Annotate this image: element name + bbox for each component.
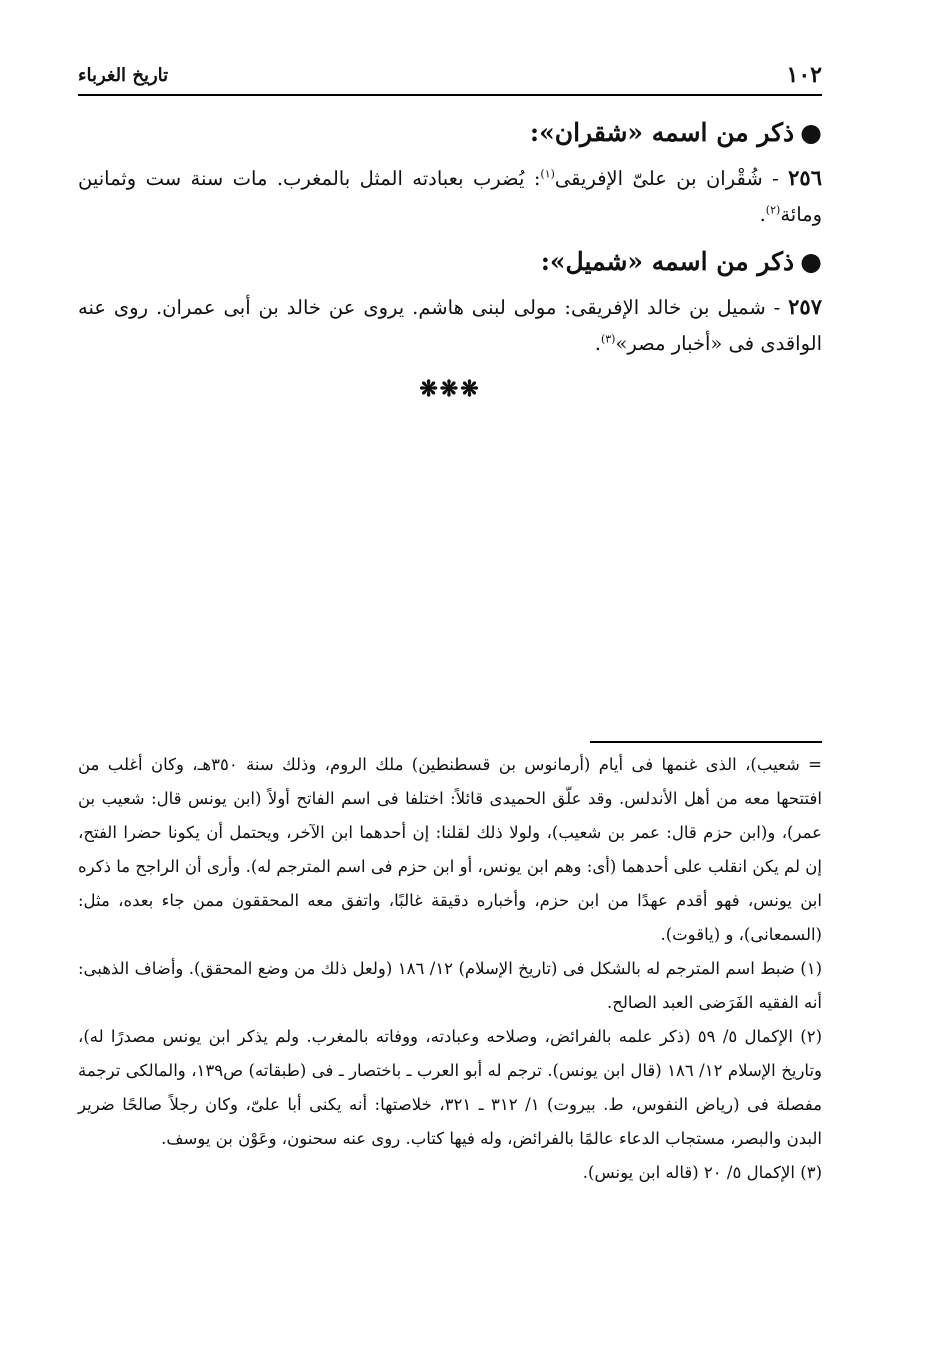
heading-text: ذكر من اسمه «شقران»: bbox=[529, 118, 795, 147]
footnotes bbox=[78, 748, 822, 1190]
footnote-3: (٣) الإكمال ٥/ ٢٠ (قاله ابن يونس). bbox=[582, 1163, 822, 1182]
main-text bbox=[78, 106, 822, 402]
entry-257 bbox=[78, 289, 822, 362]
entry-number: ٢٥٦ bbox=[788, 165, 822, 190]
entry-text: . bbox=[759, 203, 766, 226]
page-number: ١٠٢ bbox=[786, 62, 822, 88]
running-title: تاريخ الغرباء bbox=[78, 64, 169, 86]
entry-text: : يُضرب بعبادته المثل بالمغرب. مات سنة ست وثمانين ومائة bbox=[78, 167, 822, 226]
entry-number: ٢٥٧ bbox=[788, 294, 822, 319]
page-header bbox=[78, 58, 822, 92]
footnote-ref: (١) bbox=[540, 167, 555, 181]
footnote-rule bbox=[590, 741, 822, 743]
section-separator: ❋❋❋ bbox=[419, 376, 481, 402]
entry-text: - شُقْران بن علىّ الإفريقى bbox=[554, 167, 779, 190]
footnote-2: (٢) الإكمال ٥/ ٥٩ (ذكر علمه بالفرائض، وصلاحه وعبادته، ووفاته بالمغرب. ولم يذكر ابن يونس مصدرًا له)، وتاريخ الإسلام ١٢/ ١٨٦ (قال ابن يونس). ترجم له أبو العرب ـ باختصار ـ فى (طبقاته) ص١٣٩، والمالكى ترجمة مفصلة فى (رياض النفوس، ط. بيروت) ١/ ٣١٢ ـ ٣٢١، خلاصتها: أنه يكنى أبا علىّ، وكان رجلاً صالحًا ضرير البدن والبصر، مستجاب الدعاء عالمًا بالفرائض، وله فيها كتاب. روى عنه سحنون، وعَوْن بن يوسف. bbox=[78, 1027, 823, 1148]
entry-text: . bbox=[594, 332, 601, 355]
bullet-icon: ● bbox=[800, 247, 822, 276]
footnote-ref: (٢) bbox=[765, 203, 781, 217]
footnote-1: (١) ضبط اسم المترجم له بالشكل فى (تاريخ الإسلام) ١٢/ ١٨٦ (ولعل ذلك من وضع المحقق). وأضاف الذهبى: أنه الفقيه الفَرَضى العبد الصالح. bbox=[78, 959, 823, 1012]
entry-text: - شميل بن خالد الإفريقى: مولى لبنى هاشم. يروى عن خالد بن أبى عمران. روى عنه الواقدى فى «أخبار مصر» bbox=[78, 296, 822, 355]
footnote-continuation: = شعيب)، الذى غنمها فى أيام (أرمانوس بن قسطنطين) ملك الروم، وذلك سنة ٣٥٠هـ، وكان أغلب من افتتحها معه من أهل الأندلس. وقد علّق الحميدى قائلاً: اختلفا فى اسم الفاتح أولاً (ابن يونس قال: شعيب بن عمر)، و(ابن حزم قال: عمر بن شعيب)، ولولا ذلك لقلنا: إن أحدهما ابن الآخر، ويحتمل أن يكونا حضرا الفتح، إن لم يكن انقلب على أحدهما (أى: وهم ابن يونس، أو ابن حزم فى اسم المترجم له). وأرى أن الراجح ما ذكره ابن يونس، فهو أقدم عهدًا من ابن حزم، وأخباره دقيقة غالبًا، واتفق معه المحققون ممن جاء بعده، مثل: (السمعانى)، و (ياقوت). bbox=[78, 755, 822, 944]
entry-256 bbox=[78, 160, 822, 233]
section-heading-shumayl bbox=[78, 241, 822, 283]
header-rule bbox=[78, 94, 822, 96]
bullet-icon: ● bbox=[800, 118, 822, 147]
heading-text: ذكر من اسمه «شميل»: bbox=[540, 247, 795, 276]
section-heading-shuqran bbox=[78, 112, 822, 154]
footnote-ref: (٣) bbox=[600, 332, 616, 346]
